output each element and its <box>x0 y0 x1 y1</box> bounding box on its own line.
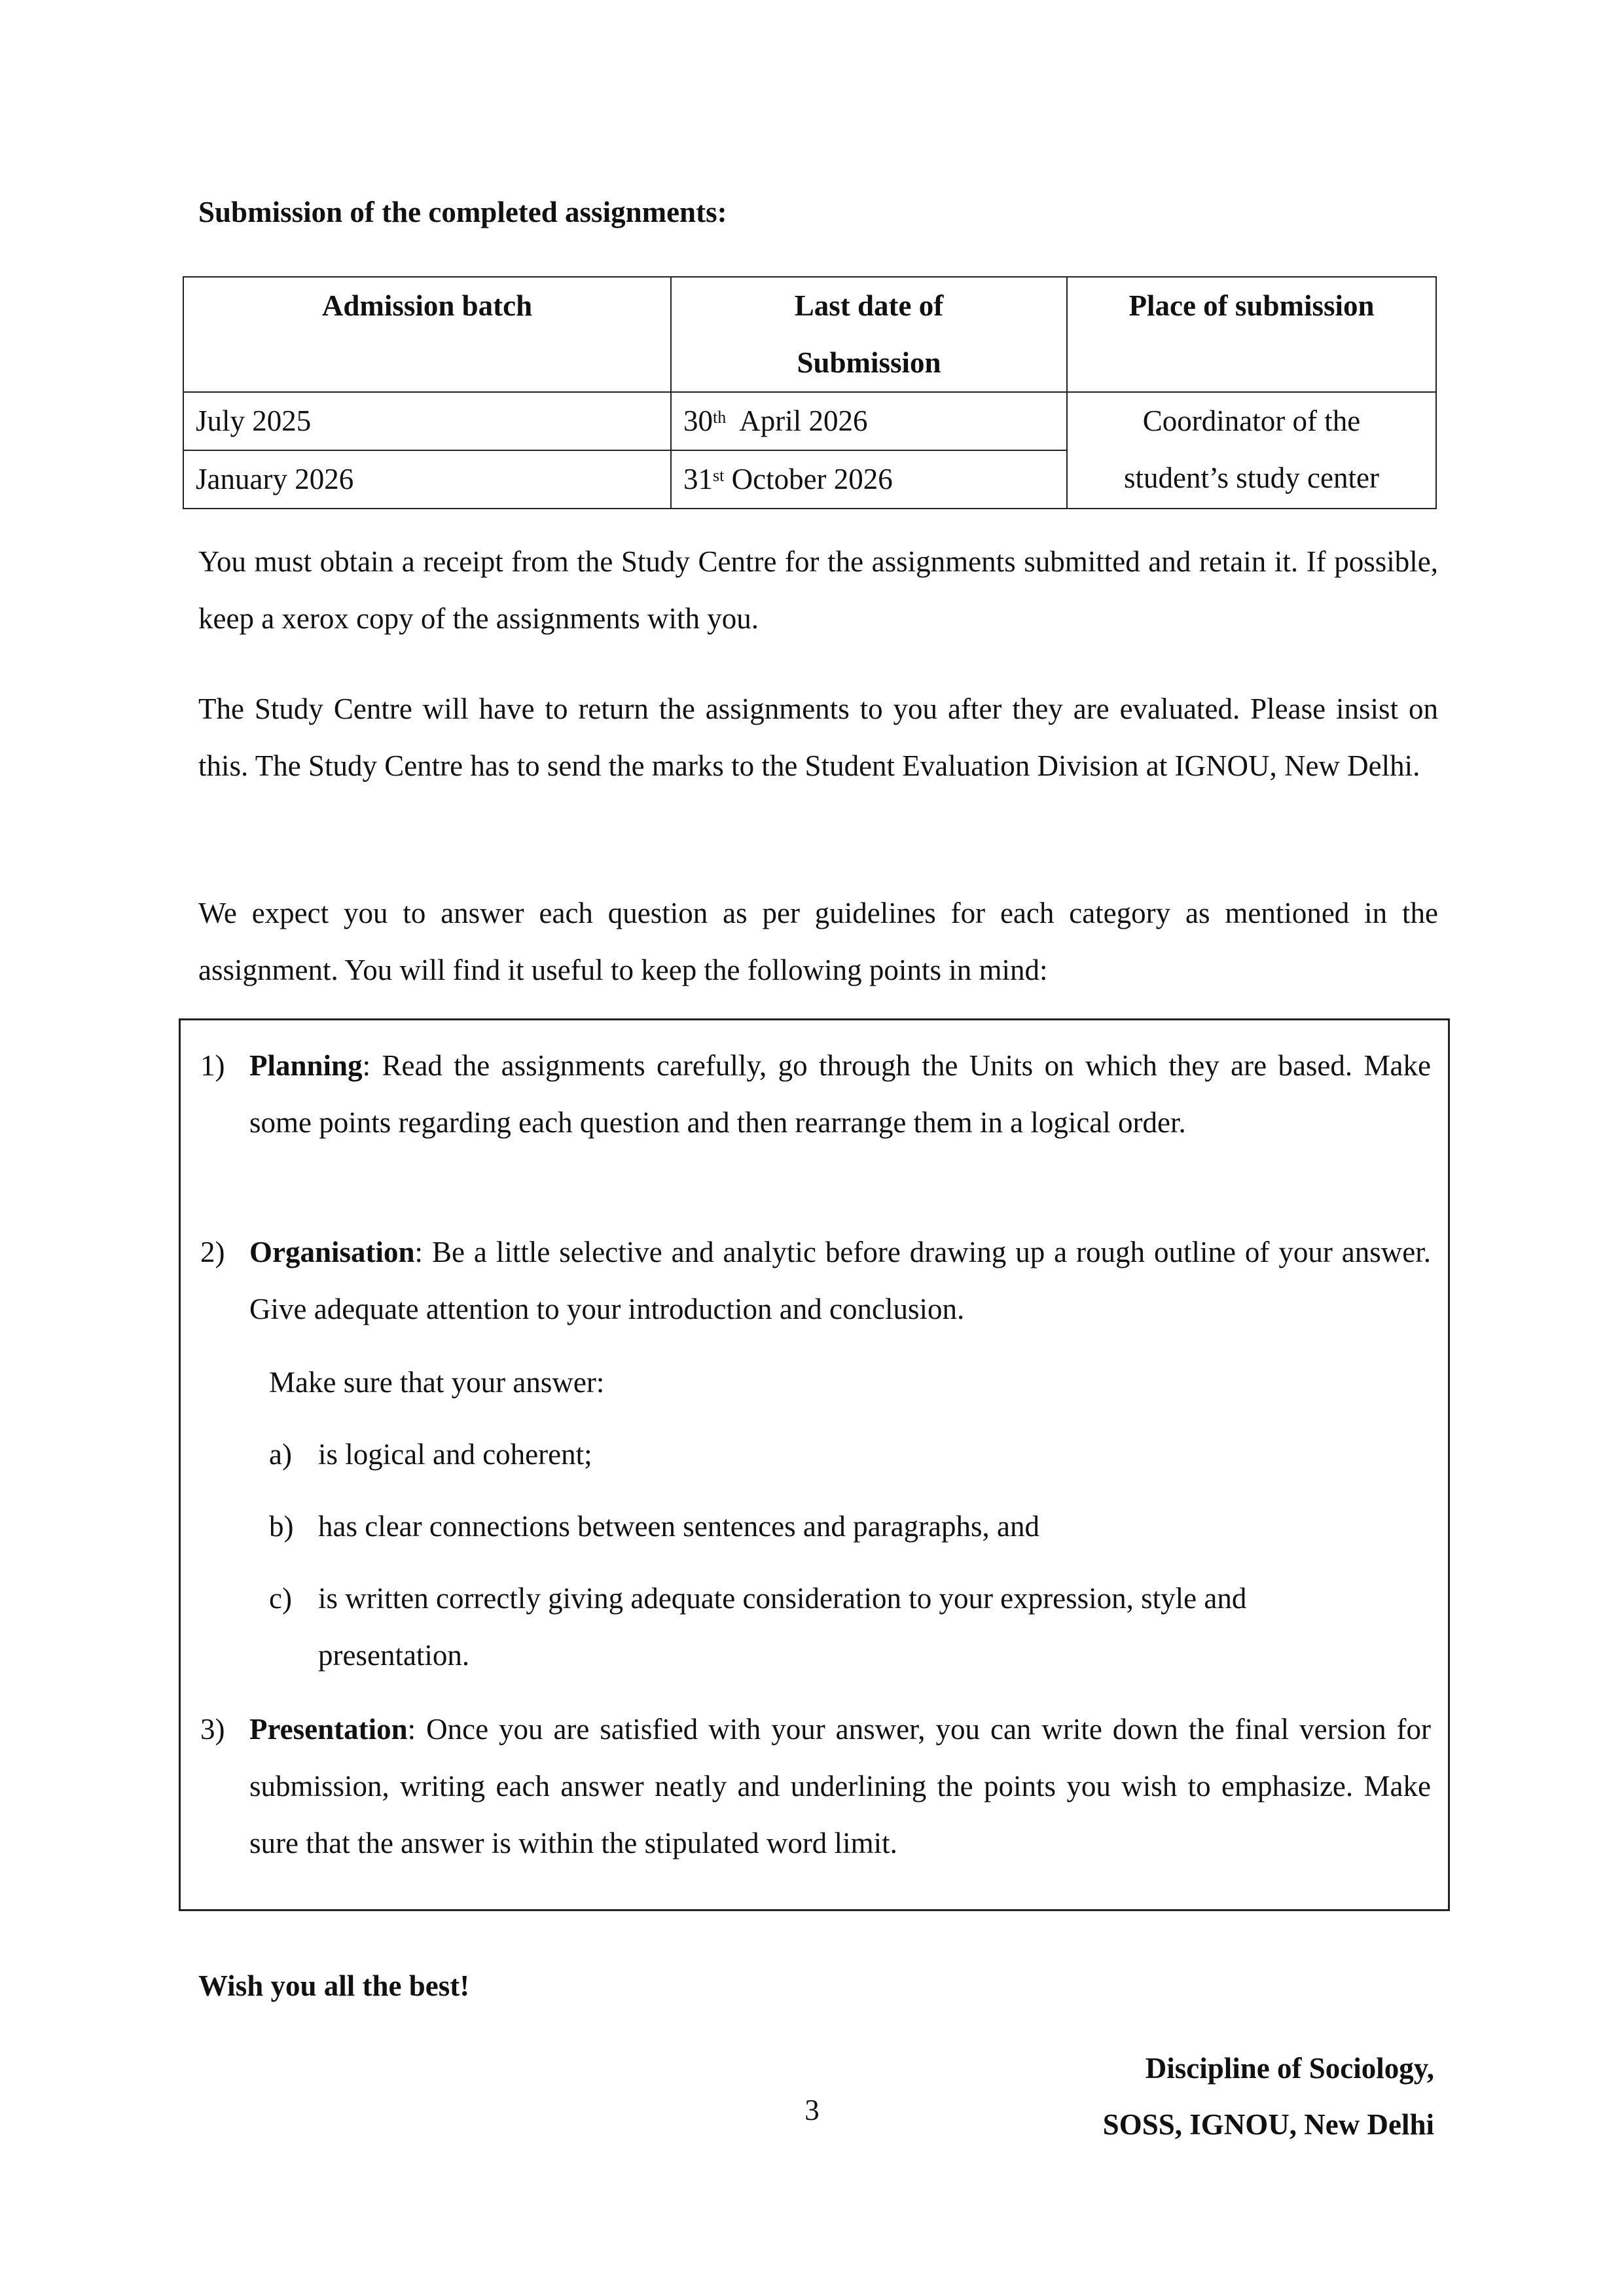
item-body: : Read the assignments carefully, go through the Units on which they are based. Make some points regarding each question and then rearrange them in a logical order. <box>249 1049 1431 1139</box>
item-number: 3) <box>200 1713 225 1746</box>
place-line2: student’s study center <box>1124 461 1379 494</box>
signature-line1: Discipline of Sociology, <box>1145 2052 1434 2085</box>
subitem-text: is logical and coherent; <box>318 1438 592 1471</box>
place-line1: Coordinator of the <box>1142 404 1361 437</box>
guidelines-box <box>179 1018 1450 1911</box>
make-sure-text: Make sure that your answer: <box>269 1366 605 1399</box>
cell-batch: January 2026 <box>183 450 671 509</box>
subitem-label: b) <box>269 1510 294 1543</box>
return-paragraph: The Study Centre will have to return the assignments to you after they are evaluated. Please insist on this. The Study Centre has to send the marks to the Student Evaluation Division at IGNOU, New Delhi. <box>198 692 1438 782</box>
closing-wish: Wish you all the best! <box>198 1969 470 2002</box>
table-row <box>183 392 1436 450</box>
submission-table <box>183 276 1437 509</box>
cell-date <box>671 392 1067 450</box>
signature-line2: SOSS, IGNOU, New Delhi <box>1102 2108 1434 2141</box>
header-place: Place of submission <box>1067 277 1436 392</box>
date-suffix: th <box>713 408 727 427</box>
item-text <box>249 1701 1431 1872</box>
expect-paragraph: We expect you to answer each question as per guidelines for each category as mentioned in the assignment. You will find it useful to keep the following points in mind: <box>198 897 1438 986</box>
item-text <box>249 1037 1431 1151</box>
header-last-date-line1: Last date of <box>794 289 944 322</box>
item-title: Planning <box>249 1049 363 1082</box>
receipt-paragraph: You must obtain a receipt from the Study Centre for the assignments submitted and retain it. If possible, keep a xerox copy of the assignments with you. <box>198 545 1438 635</box>
cell-batch: July 2025 <box>183 392 671 450</box>
item-title: Presentation <box>249 1713 408 1746</box>
section-heading: Submission of the completed assignments: <box>198 196 727 228</box>
header-last-date-line2: Submission <box>797 346 941 379</box>
cell-place <box>1067 392 1436 509</box>
subitem-label: c) <box>269 1582 292 1615</box>
date-day: 30 <box>683 404 713 437</box>
page-number: 3 <box>804 2094 820 2126</box>
date-day: 31 <box>683 463 713 495</box>
item-body: : Be a little selective and analytic before drawing up a rough outline of your answer. Give adequate attention to your introduction and conclusion. <box>249 1236 1431 1325</box>
date-rest: April 2026 <box>726 404 868 437</box>
item-number: 1) <box>200 1049 225 1082</box>
header-admission-batch: Admission batch <box>183 277 671 392</box>
item-title: Organisation <box>249 1236 415 1268</box>
header-last-date <box>671 277 1067 392</box>
date-suffix: st <box>713 466 725 485</box>
item-body: : Once you are satisfied with your answer, you can write down the final version for submission, writing each answer neatly and underlining the points you wish to emphasize. Make sure that the answer is within the stipulated word limit. <box>249 1713 1431 1859</box>
item-number: 2) <box>200 1236 225 1268</box>
table-header-row <box>183 277 1436 392</box>
subitem-text: has clear connections between sentences and paragraphs, and <box>318 1510 1040 1543</box>
subitem-label: a) <box>269 1438 292 1471</box>
subitem-text: is written correctly giving adequate consideration to your expression, style and presentation. <box>318 1582 1247 1672</box>
date-rest: October 2026 <box>724 463 893 495</box>
cell-date <box>671 450 1067 509</box>
item-text <box>249 1224 1431 1338</box>
